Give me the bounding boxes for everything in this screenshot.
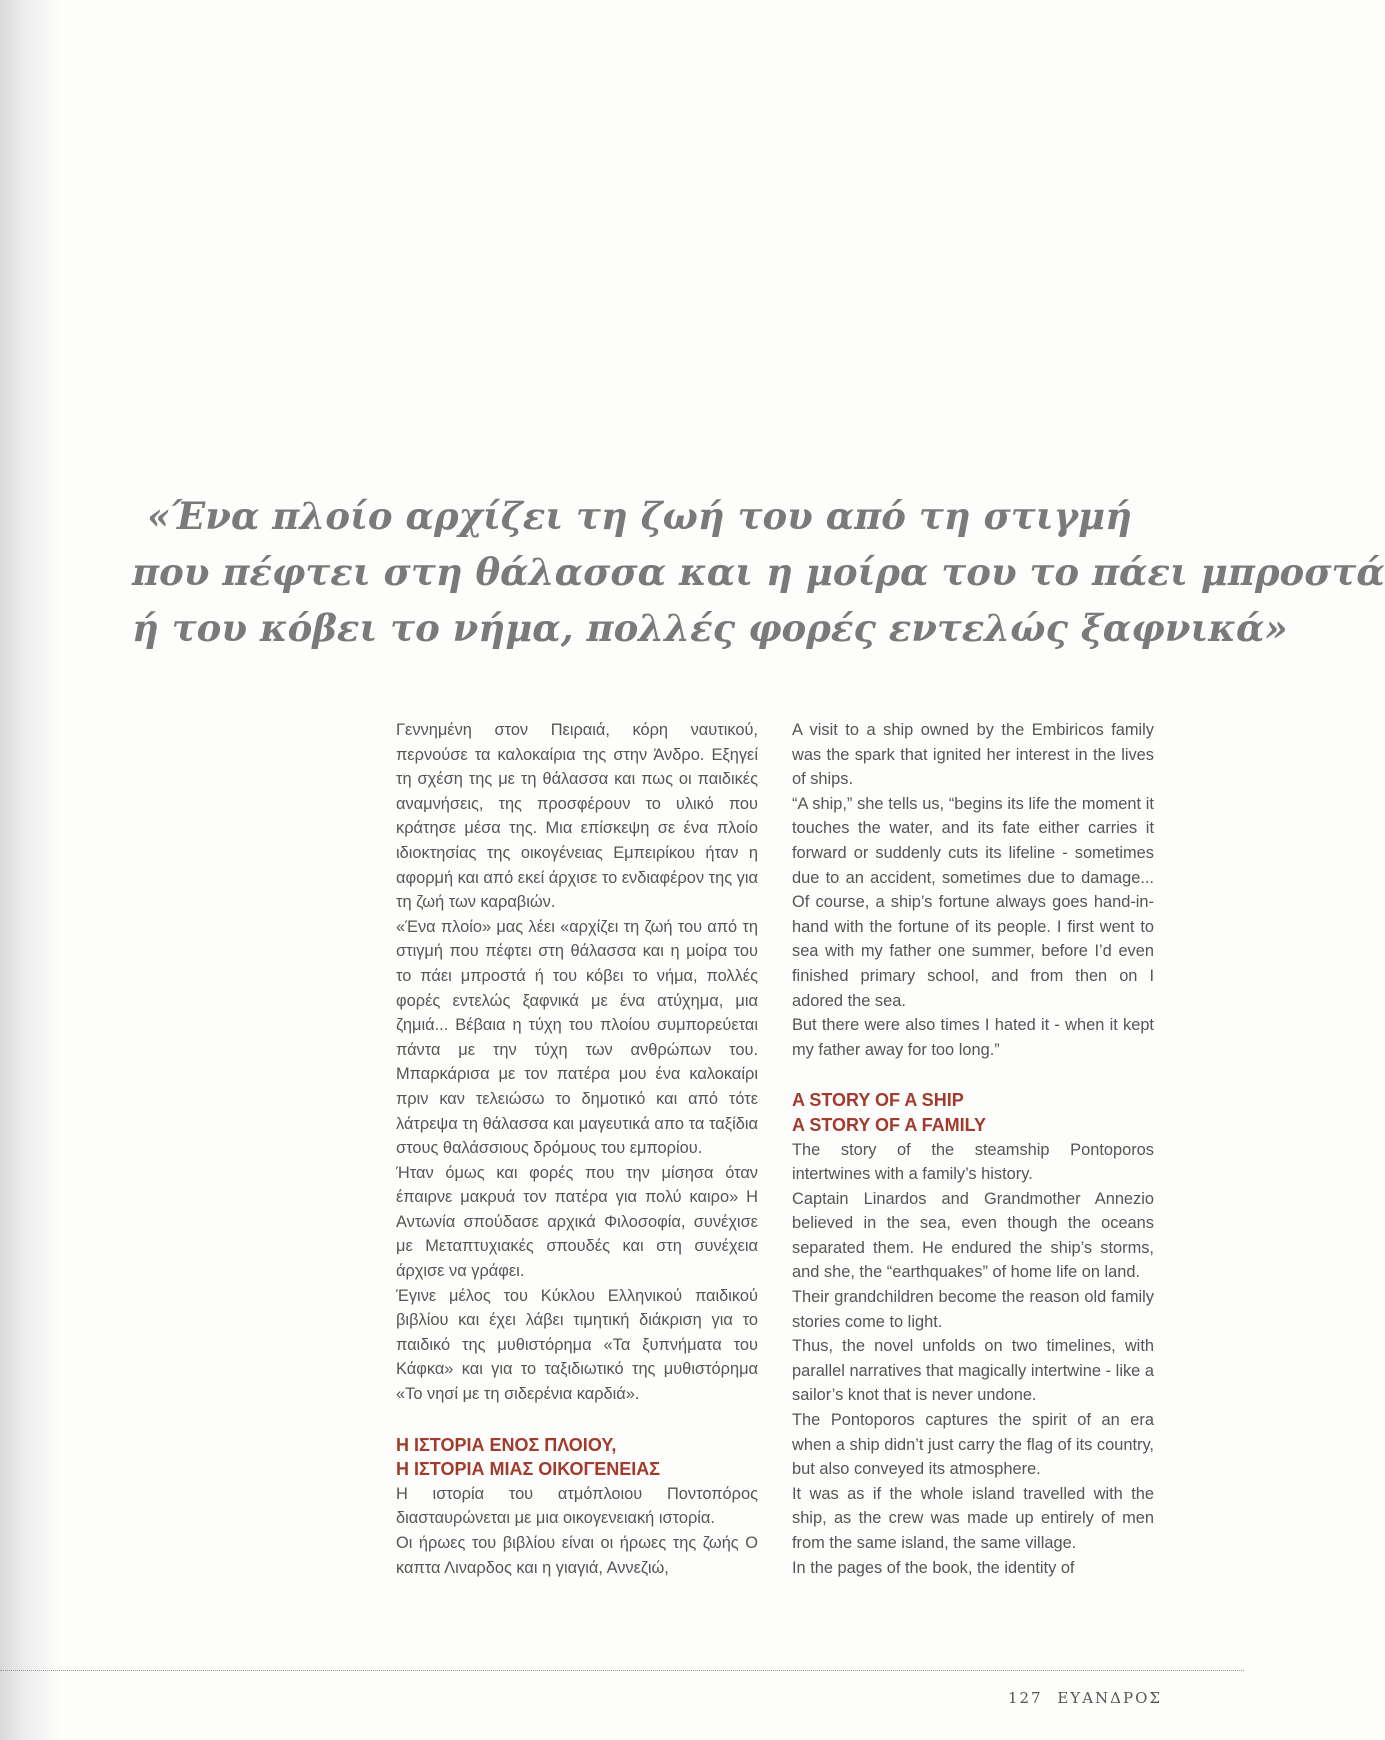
english-section-heading xyxy=(792,1088,1154,1137)
greek-paragraph: Ήταν όμως και φορές που την μίσησα όταν έπαιρνε μακρυά τον πατέρα για πολύ καιρο» Η Αντωνία σπούδασε αρχικά Φιλοσοφία, συνέχισε με Μεταπτυχιακές σπουδές και στη συνέχεια άρχισε να γράφει. xyxy=(396,1163,758,1281)
english-paragraph: Their grandchildren become the reason old family stories come to light. xyxy=(792,1288,1154,1331)
pull-quote-line: που πέφτει στη θάλασσα και η μοίρα του το πάει μπροστά xyxy=(132,550,1385,594)
page-footer xyxy=(1000,1689,1162,1707)
scan-edge-shadow xyxy=(0,0,60,1740)
greek-paragraph: Οι ήρωες του βιβλίου είναι οι ήρωες της ζωής Ο καπτα Λιναρδος και η γιαγιά, Αννεζιώ, xyxy=(396,1534,758,1577)
english-paragraph: But there were also times I hated it - when it kept my father away for too long.” xyxy=(792,1016,1154,1059)
english-text-column xyxy=(792,718,1154,1580)
heading-line: Η ΙΣΤΟΡΙΑ ΕΝΟΣ ΠΛΟΙΟΥ, xyxy=(396,1434,617,1455)
english-paragraph: Thus, the novel unfolds on two timelines, with parallel narratives that magically intertwine - like a sailor’s knot that is never undone. xyxy=(792,1337,1154,1405)
heading-line: Η ΙΣΤΟΡΙΑ ΜΙΑΣ ΟΙΚΟΓΕΝΕΙΑΣ xyxy=(396,1459,661,1480)
english-paragraph: It was as if the whole island travelled with the ship, as the crew was made up entirely of men from the same island, the same village. xyxy=(792,1484,1154,1552)
english-paragraph: Captain Linardos and Grandmother Annezio believed in the sea, even though the oceans separated them. He endured the ship’s storms, and she, the “earthquakes” of home life on land. xyxy=(792,1189,1154,1282)
pull-quote-line: «Ένα πλοίο αρχίζει τη ζωή του από τη στιγμή xyxy=(147,494,1132,538)
greek-paragraph: «Ένα πλοίο» μας λέει «αρχίζει τη ζωή του από τη στιγμή που πέφτει στη θάλασσα και η μοίρα του το πάει μπροστά ή του κόβει το νήμα, πολλές φορές εντελώς ξαφνικά με ένα ατύχημα, μια ζημιά... Βέβαια η τύχη του πλοίου συμπορεύεται πάντα με την τύχη των ανθρώπων του. Μπαρκάρισα με τον πατέρα μου ένα καλοκαίρι πριν καν τελειώσω το δημοτικό και από τότε λάτρεψα τη θάλασσα και μαγευτικά απο τα ταξίδια στους θαλάσσιους δρόμους του εμπορίου. xyxy=(396,917,758,1158)
heading-line: A STORY OF A SHIP xyxy=(792,1090,964,1111)
english-paragraph: “A ship,” she tells us, “begins its life the moment it touches the water, and its fate either carries it forward or suddenly cuts its lifeline - sometimes due to an accident, sometimes due to damage... Of course, a ship’s fortune always goes hand-in-hand with the fortune of its people. I first went to sea with my father one summer, before I’d even finished primary school, and from then on I adored the sea. xyxy=(792,794,1154,1010)
page-number: 127 xyxy=(1007,1689,1043,1707)
greek-paragraph: Έγινε μέλος του Κύκλου Ελληνικού παιδικού βιβλίου και έχει λάβει τιμητική διάκριση για το παιδικό της μυθιστόρημα «Τα ξυπνήματα του Κάφκα» και για το ταξιδιωτικό της μυθιστόρημα «Το νησί με τη σιδερένια καρδιά». xyxy=(396,1286,758,1404)
pull-quote xyxy=(132,488,1385,656)
english-paragraph: In the pages of the book, the identity of xyxy=(792,1558,1075,1577)
pull-quote-line: ή του κόβει το νήμα, πολλές φορές εντελώς ξαφνικά» xyxy=(132,606,1288,650)
greek-paragraph: Η ιστορία του ατμόπλοιου Ποντοπόρος διασταυρώνεται με μια οικογενειακή ιστορία. xyxy=(396,1484,758,1528)
heading-line: A STORY OF A FAMILY xyxy=(792,1114,987,1135)
english-paragraph: The story of the steamship Pontoporos intertwines with a family’s history. xyxy=(792,1140,1154,1184)
magazine-name: ΕΥΑΝΔΡΟΣ xyxy=(1057,1689,1162,1707)
english-paragraph: A visit to a ship owned by the Embiricos family was the spark that ignited her interest in the lives of ships. xyxy=(792,721,1154,789)
footer-divider xyxy=(0,1670,1244,1671)
greek-section-heading xyxy=(396,1433,758,1482)
greek-text-column xyxy=(396,718,758,1580)
greek-paragraph: Γεννημένη στον Πειραιά, κόρη ναυτικού, περνούσε τα καλοκαίρια της στην Άνδρο. Εξηγεί τη σχέση της με τη θάλασσα και πως οι παιδικές αναμνήσεις, της προσφέρουν το υλικό που κράτησε μέσα της. Μια επίσκεψη σε ένα πλοίο ιδιοκτησίας της οικογένειας Εμπειρίκου ήταν η αφορμή και από εκεί άρχισε το ενδιαφέρον της για τη ζωή των καραβιών. xyxy=(396,721,758,912)
english-paragraph: The Pontoporos captures the spirit of an era when a ship didn’t just carry the flag of its country, but also conveyed its atmosphere. xyxy=(792,1411,1154,1479)
